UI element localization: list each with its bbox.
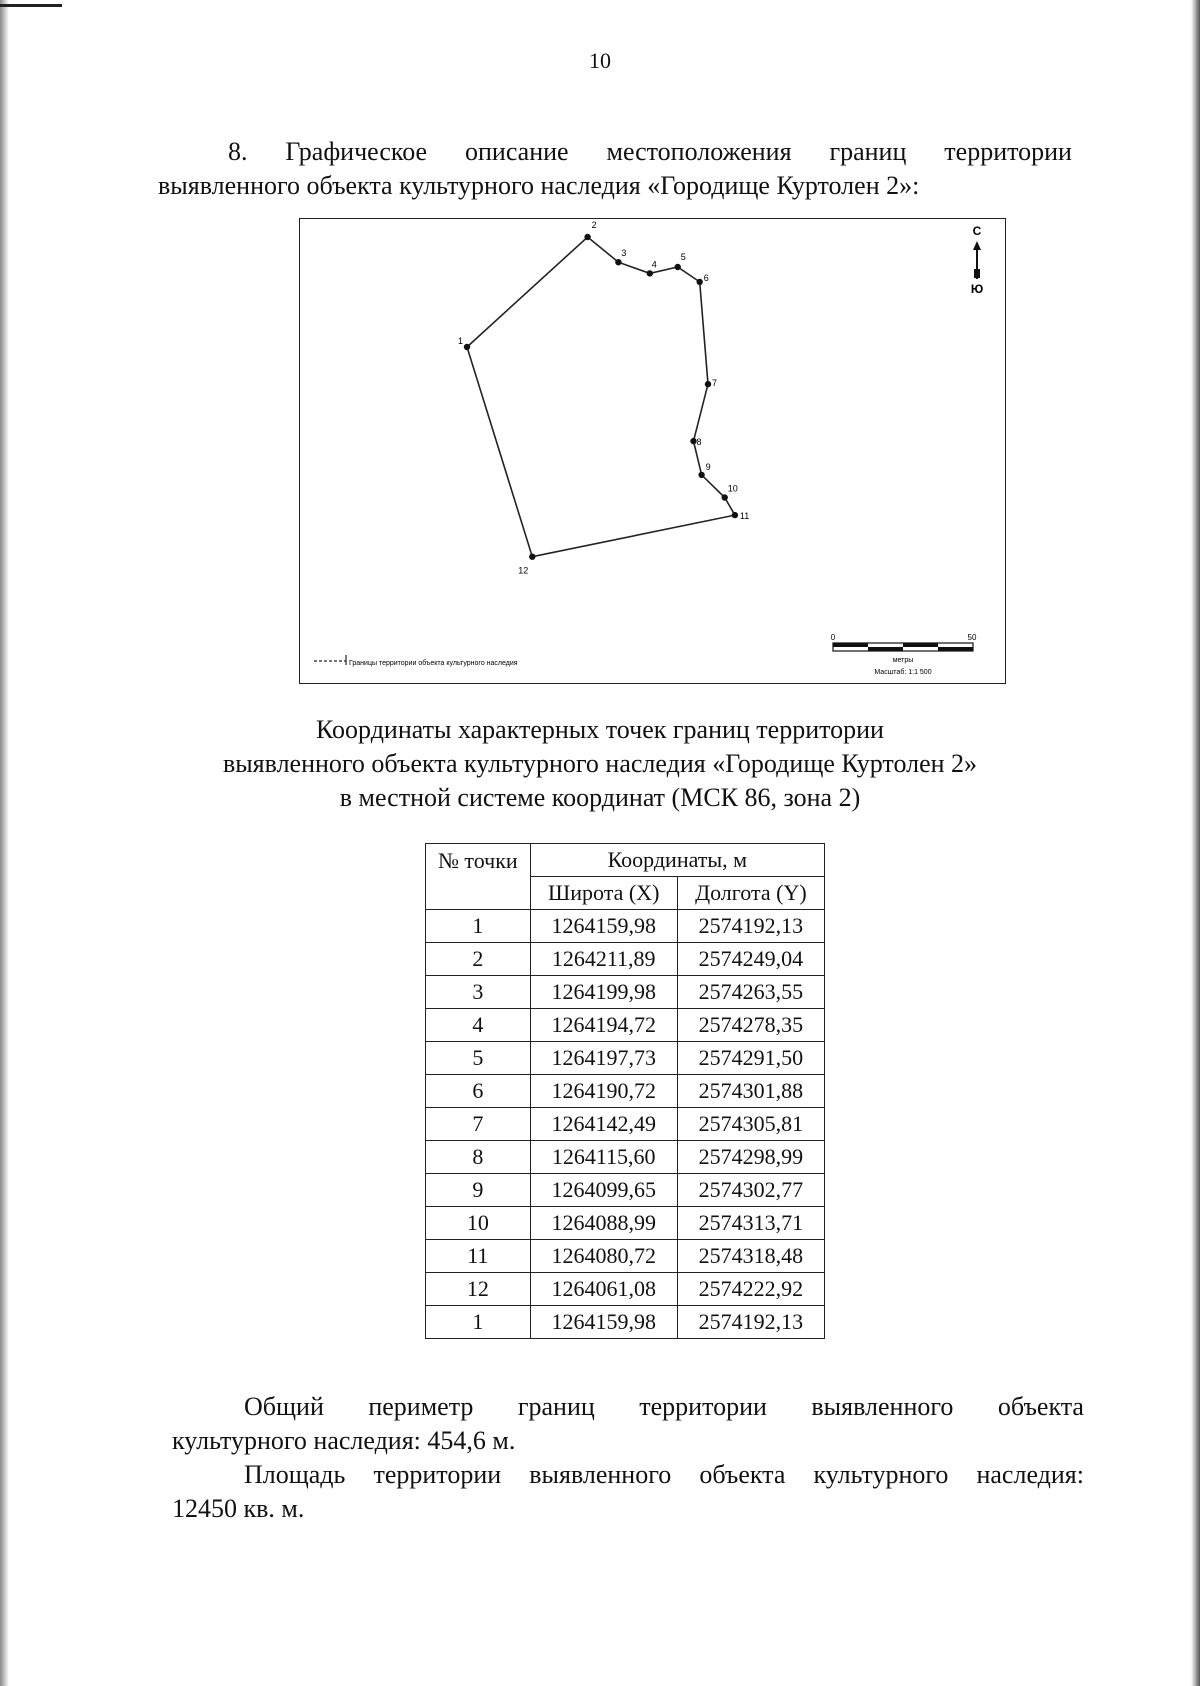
boundary-point-label: 9 [705, 461, 711, 472]
boundary-point-label: 12 [518, 565, 529, 576]
heading-word: территории [944, 137, 1072, 166]
point-number-cell: 3 [426, 976, 531, 1009]
heading-line-2: выявленного объекта культурного наследия «Городище Куртолен 2»: [158, 171, 920, 200]
coordinates-title-line-3: в местной системе координат (МСК 86, зона 2) [339, 783, 861, 812]
boundary-point-label: 2 [591, 220, 597, 230]
summary-word: периметр [368, 1392, 474, 1421]
boundary-point-marker [732, 512, 738, 518]
page-number: 10 [589, 48, 611, 73]
scale-end: 50 [967, 633, 977, 642]
boundary-point-label: 11 [739, 511, 750, 522]
boundary-point-marker [698, 472, 704, 478]
latitude-cell: 1264159,98 [530, 910, 677, 943]
area-line-1 [172, 1458, 1084, 1492]
longitude-cell: 2574192,13 [677, 1306, 824, 1339]
summary-word: выявленного [529, 1460, 672, 1489]
longitude-cell: 2574263,55 [677, 976, 824, 1009]
point-number-cell: 2 [426, 943, 531, 976]
latitude-cell: 1264159,98 [530, 1306, 677, 1339]
table-row [426, 1075, 825, 1108]
point-number-cell: 1 [426, 910, 531, 943]
south-label: Ю [970, 282, 984, 296]
summary-word: территории [639, 1392, 767, 1421]
boundary-map-svg [300, 219, 1007, 685]
boundary-point-label: 3 [621, 248, 627, 259]
heading-word: Графическое [285, 137, 428, 166]
legend-text: Границы территории объекта культурного наследия [349, 660, 518, 667]
latitude-cell: 1264194,72 [530, 1009, 677, 1042]
boundary-point-label: 10 [727, 483, 738, 494]
boundary-point-marker [697, 279, 703, 285]
summary-word: территории [373, 1460, 502, 1489]
boundary-point-marker [675, 264, 681, 270]
table-row [426, 1042, 825, 1075]
point-number-cell: 11 [426, 1240, 531, 1273]
longitude-cell: 2574192,13 [677, 910, 824, 943]
point-number-cell: 7 [426, 1108, 531, 1141]
latitude-cell: 1264061,08 [530, 1273, 677, 1306]
longitude-cell: 2574301,88 [677, 1075, 824, 1108]
point-number-cell: 5 [426, 1042, 531, 1075]
boundary-point-marker [529, 554, 535, 560]
scale-text: Масштаб: 1:1 500 [874, 669, 932, 676]
heading-number: 8. [228, 137, 248, 166]
point-number-cell: 6 [426, 1075, 531, 1108]
latitude-cell: 1264211,89 [530, 943, 677, 976]
boundary-map [299, 218, 1006, 684]
longitude-cell: 2574278,35 [677, 1009, 824, 1042]
boundary-point-marker [615, 259, 621, 265]
coordinates-title-line-1: Координаты характерных точек границ территории [316, 715, 884, 744]
summary-word: выявленного [811, 1392, 954, 1421]
boundary-point-label: 4 [651, 259, 657, 270]
table-row [426, 1240, 825, 1273]
boundary-point-marker [584, 234, 590, 240]
heading-word: описание [464, 137, 569, 166]
latitude-cell: 1264142,49 [530, 1108, 677, 1141]
header-latitude: Широта (X) [530, 877, 677, 910]
section-heading [158, 135, 1072, 203]
area-line-2: 12450 кв. м. [172, 1494, 305, 1523]
north-arrow-icon [973, 241, 981, 279]
boundary-point-label: 5 [680, 252, 686, 262]
boundary-point-marker [647, 270, 653, 276]
boundary-point-label: 1 [458, 336, 464, 346]
table-row [426, 976, 825, 1009]
boundary-point-marker [464, 344, 470, 350]
point-number-cell: 4 [426, 1009, 531, 1042]
boundary-point-label: 7 [712, 378, 718, 389]
point-number-cell: 8 [426, 1141, 531, 1174]
scan-edge-right [1191, 0, 1200, 1686]
point-number-cell: 1 [426, 1306, 531, 1339]
heading-word: границ [829, 137, 907, 166]
heading-line-1 [158, 135, 1072, 169]
longitude-cell: 2574298,99 [677, 1141, 824, 1174]
boundary-point-marker [705, 381, 711, 387]
longitude-cell: 2574302,77 [677, 1174, 824, 1207]
latitude-cell: 1264197,73 [530, 1042, 677, 1075]
boundary-polygon [467, 237, 735, 557]
table-row [426, 910, 825, 943]
latitude-cell: 1264115,60 [530, 1141, 677, 1174]
scan-edge-left [0, 0, 9, 1686]
north-label: С [972, 224, 982, 238]
coordinates-title-line-2: выявленного объекта культурного наследия «Городище Куртолен 2» [222, 749, 978, 778]
longitude-cell: 2574249,04 [677, 943, 824, 976]
summary-word: Площадь [244, 1460, 346, 1489]
summary-word: объекта [997, 1392, 1084, 1421]
summary-word: наследия: [976, 1460, 1084, 1489]
table-row [426, 1273, 825, 1306]
table-row [426, 1207, 825, 1240]
latitude-cell: 1264199,98 [530, 976, 677, 1009]
table-row [426, 1174, 825, 1207]
perimeter-line-1 [172, 1390, 1084, 1424]
coordinates-table [425, 843, 825, 1339]
latitude-cell: 1264099,65 [530, 1174, 677, 1207]
heading-word: местоположения [606, 137, 792, 166]
longitude-cell: 2574305,81 [677, 1108, 824, 1141]
point-number-cell: 10 [426, 1207, 531, 1240]
summary-word: границ [517, 1392, 595, 1421]
boundary-point-label: 6 [703, 272, 709, 283]
point-number-cell: 12 [426, 1273, 531, 1306]
header-longitude: Долгота (Y) [677, 877, 824, 910]
summary-word: объекта [699, 1460, 786, 1489]
header-point: № точки [426, 844, 531, 910]
boundary-point-label: 8 [696, 437, 702, 448]
summary-word: культурного [813, 1460, 949, 1489]
table-row [426, 943, 825, 976]
table-row [426, 1141, 825, 1174]
perimeter-line-2: культурного наследия: 454,6 м. [172, 1426, 516, 1455]
longitude-cell: 2574318,48 [677, 1240, 824, 1273]
scale-bar [833, 643, 973, 651]
header-coordinates: Координаты, м [530, 844, 824, 877]
point-number-cell: 9 [426, 1174, 531, 1207]
longitude-cell: 2574291,50 [677, 1042, 824, 1075]
longitude-cell: 2574313,71 [677, 1207, 824, 1240]
latitude-cell: 1264080,72 [530, 1240, 677, 1273]
scale-units: метры [892, 657, 914, 664]
latitude-cell: 1264190,72 [530, 1075, 677, 1108]
scale-start: 0 [830, 633, 836, 642]
latitude-cell: 1264088,99 [530, 1207, 677, 1240]
longitude-cell: 2574222,92 [677, 1273, 824, 1306]
table-row [426, 1009, 825, 1042]
summary [172, 1390, 1084, 1526]
summary-word: Общий [244, 1392, 324, 1421]
table-row [426, 1306, 825, 1339]
scan-mark [0, 4, 62, 7]
boundary-point-marker [722, 494, 728, 500]
table-row [426, 1108, 825, 1141]
coordinates-title [0, 713, 1200, 815]
